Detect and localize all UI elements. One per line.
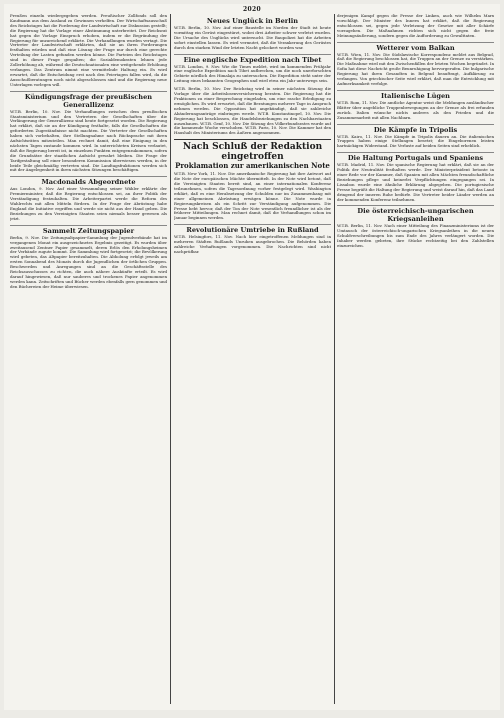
article <box>10 91 167 174</box>
article-text: W.T.B. Kairo, 11. Nov. Die Kämpfe in Tripolis dauern an. Die italienischen Truppen haben einige Stellungen besetzt; die Eingeborenen leisten hartnäckigen Widerstand. Die Verluste auf beiden Seiten sind erheblich. <box>337 133 494 149</box>
article-headline: Die österreichisch-ungarischen Kriegsanleihen <box>337 205 494 223</box>
article <box>174 54 331 85</box>
column-1 <box>10 14 167 706</box>
column-rule <box>170 14 171 704</box>
article <box>337 152 494 202</box>
article <box>174 139 331 221</box>
article-subheadline: Proklamation zur amerikanischen Note <box>175 161 330 171</box>
breaking-headline: Nach Schluß der Redaktion eingetroffen <box>174 139 331 162</box>
article <box>174 87 331 136</box>
article-headline: Wetterer vom Balkan <box>337 42 494 52</box>
article-text: W.T.B. Helsingfors, 11. Nov. Nach hier eingetroffenen Meldungen sind in mehreren Städten Rußlands Unruhen ausgebrochen. Die Behörden haben zahlreiche Verhaftungen vorgenommen. Die Nachrichten sind nicht nachprüfbar. <box>174 234 331 254</box>
article-text: W.T.B. Rom, 11. Nov. Die amtliche Agentur weist die Meldungen ausländischer Blätter über angebliche Truppenbewegungen an der Grenze als frei erfunden zurück. Italien wünsche nichts anderes als den Frieden und die Zusammenarbeit mit allen Nachbarn. <box>337 99 494 120</box>
newspaper-page <box>4 4 500 710</box>
article <box>174 16 331 51</box>
article <box>337 205 494 249</box>
article-text: W.T.B. London, 9. Nov. Wie die Times meldet, wird im kommenden Frühjahr eine englische Expedition nach Tibet aufbrechen, um die noch unerforschten Gebiete nördlich des Himalaja zu untersuchen. Die Expedition steht unter der Leitung eines bekannten Geographen und wird etwa ein Jahr unterwegs sein. <box>174 63 331 84</box>
article-headline: Die Kämpfe in Tripolis <box>337 124 494 134</box>
article <box>174 224 331 255</box>
article-headline: Eine englische Expedition nach Tibet <box>174 54 331 64</box>
article <box>337 124 494 150</box>
article <box>337 42 494 87</box>
article-headline: Neues Unglück in Berlin <box>206 17 299 25</box>
article-text: W.T.B. Berlin, 10. Nov. Auf einer Baustelle im Norden der Stadt ist heute vormittag ein Gerüst eingestürzt, wobei drei Arbeiter schwer verletzt wurden. Die Ursache des Unglücks wird untersucht. Die Baupolizei hat die Arbeiten sofort einstellen lassen. Es wird vermutet, daß die Verankerung des Gerüstes durch den starken Wind der letzten Nacht gelockert worden war. <box>174 25 331 50</box>
column-2 <box>174 14 331 706</box>
article-headline: Kündigungsfrage der preußischen Generallizenz <box>10 91 167 109</box>
article-text: W.T.B. Berlin, 10. Nov. Die Verhandlungen zwischen dem preußischen Staatsministerium und den Vertretern der Gesellschaften über die Verlängerung der Generallizenz sind heute fortgesetzt worden. Die Regierung hat erklärt, daß sie an der Kündigung festhalte, falls die Gesellschaften die geforderten Zugeständnisse nicht machten. Die Vertreter der Gesellschaften haben sich vorbehalten, ihre Stellungnahme nach Rücksprache mit ihren Aufsichtsräten mitzuteilen. Man rechnet damit, daß eine Einigung in den nächsten Tagen zustande kommen wird. In unterrichteten Kreisen verlautet, daß die Regierung bereit ist, in einzelnen Punkten entgegenzukommen, sofern die Grundsätze der staatlichen Aufsicht gewahrt bleiben. Die Frage der Tarifgestaltung soll einer besonderen Kommission überwiesen werden, in der beide Teile gleichmäßig vertreten sind. Die Landtagsfraktionen werden sich mit der Angelegenheit in ihren nächsten Sitzungen beschäftigen. <box>10 108 167 173</box>
article-text: Aus London, 9. Nov. Auf einer Versammlung seiner Wähler erklärte der Premierminister, daß die Regierung entschlossen sei, an ihrer Politik der Verständigung festzuhalten. Die Arbeiterpartei werde die Reform des Wahlrechts mit allen Mitteln fördern. In der Frage der Abrüstung habe England die Initiative ergriffen und werde sie nicht aus der Hand geben. Die Beziehungen zu den Vereinigten Staaten seien niemals besser gewesen als jetzt. <box>10 186 167 221</box>
article-text: derjenigen Kampf gegen die Presse der Linken, auch wie Wilhelm Marx vorschlägt. Der Minister des Innern hat erklärt, daß die Regierung entschlossen sei, gegen jede Verletzung der Gesetze mit aller Schärfe vorzugehen. Die Maßnahmen richten sich nicht gegen die freie Meinungsäußerung, sondern gegen die Aufforderung zu Gewalttaten. <box>337 14 494 38</box>
article <box>337 90 494 121</box>
column-rule <box>334 14 335 704</box>
article <box>10 14 167 88</box>
article <box>10 176 167 221</box>
article <box>337 14 494 39</box>
page-number: 2020 <box>243 6 261 13</box>
article-text: W.T.B. New York, 11. Nov. Die amerikanische Regierung hat ihre Antwort auf die Note der europäischen Mächte übermittelt. In der Note wird betont, daß die Vereinigten Staaten bereit sind, an einer internationalen Konferenz teilzunehmen, sofern die Tagesordnung vorher festgelegt wird. Washington erklärt, daß es eine Herabsetzung der Schulden nur im Zusammenhang mit einer allgemeinen Abrüstung erwägen könne. Die Note wurde in Regierungskreisen als ein Schritt zur Verständigung aufgenommen. Die Presse hebt hervor, daß der Ton der Note wesentlich freundlicher ist als der früherer Mitteilungen. Man rechnet damit, daß die Verhandlungen schon im Januar beginnen werden. <box>174 171 331 221</box>
article-headline: Macdonalds Abgeordnete <box>10 176 167 186</box>
article-headline: Sammelt Zeitungspapier <box>10 225 167 235</box>
article-text: W.T.B. Berlin, 10. Nov. Der Reichstag wird in seiner nächsten Sitzung die Vorlage über die Arbeitslosenversicherung beraten. Die Regierung hat die Fraktionen zu einer Besprechung eingeladen, um eine rasche Erledigung zu ermöglichen. Es wird erwartet, daß die Beratungen mehrere Tage in Anspruch nehmen werden. Die Opposition hat angekündigt, daß sie zahlreiche Abänderungsanträge einbringen werde. W.T.B. Konstantinopel, 10. Nov. Die Regierung hat beschlossen, die Handelsbeziehungen zu den Nachbarstaaten auszubauen. W.T.B. Genf, 10. Nov. Die Sitzung des Völkerbundsrates wurde auf die kommende Woche verschoben. W.T.B. Paris, 10. Nov. Die Kammer hat den Haushalt des Ministeriums des Äußern angenommen. <box>174 86 331 136</box>
article <box>10 225 167 290</box>
article-text: W.T.B. Madrid, 11. Nov. Die spanische Regierung hat erklärt, daß sie an der Politik der Neutralität festhalten werde. Der Ministerpräsident betonte in einer Rede vor der Kammer, daß Spanien mit allen Mächten freundschaftliche Beziehungen pflege und keinerlei Verpflichtungen eingegangen sei. In Lissabon wurde eine ähnliche Erklärung abgegeben. Die portugiesische Presse begrüßt die Haltung der Regierung und weist darauf hin, daß das Land dringend der inneren Ruhe bedürfe. Die Vertreter beider Länder werden an der kommenden Konferenz teilnehmen. <box>337 162 494 202</box>
article-text: Berlin, 9. Nov. Die Zeitungsaltpapier-Sammlung der Jugendverbände hat im vergangenen Monat ein ausgezeichnetes Ergebnis gezeitigt. Es wurden über zweitausend Zentner Papier gesammelt, deren Erlös den Erholungsheimen der Verbände zugute kommt. Die Sammlung wird fortgesetzt; die Bevölkerung wird gebeten, das Altpapier bereitzuhalten. Die Abholung erfolgt jeweils am ersten Sonnabend des Monats durch die Jugendlichen der örtlichen Gruppen. Beschwerden und Anregungen sind an die Geschäftsstelle des Reichsausschusses zu richten, die auch nähere Auskünfte erteilt. Es wird darauf hingewiesen, daß nur sauberes und trockenes Papier angenommen werden kann. Zeitschriften und Bücher werden ebenfalls gern genommen und den Büchereien der Heime überwiesen. <box>10 234 167 289</box>
article-headline: Die Haltung Portugals und Spaniens <box>337 152 494 162</box>
article-text: W.T.B. Berlin, 11. Nov. Nach einer Mitteilung des Finanzministeriums ist der Umtausch der österreichisch-ungarischen Kriegsanleihen in die neuen Schuldverschreibungen bis zum Ende des Jahres verlängert worden. Die Inhaber werden gebeten, ihre Stücke rechtzeitig bei den Zahlstellen einzureichen. <box>337 223 494 249</box>
article-headline: Italienische Lügen <box>337 90 494 100</box>
article-headline: Revolutionäre Umtriebe in Rußland <box>174 224 331 234</box>
column-3 <box>337 14 494 706</box>
article-text: W.T.B. Wien, 11. Nov. Die Südslawische Korrespondenz meldet aus Belgrad, daß die Regierung beschlossen hat, die Truppen an der Grenze zu verstärken. Die Maßnahme wird mit den Zwischenfällen der letzten Wochen begründet. In Sofia hat diese Nachricht große Beunruhigung hervorgerufen. Die bulgarische Regierung hat ihren Gesandten in Belgrad beauftragt, Aufklärung zu verlangen. Von griechischer Seite wird erklärt, daß man die Entwicklung mit Aufmerksamkeit verfolge. <box>337 51 494 86</box>
article-text: Preußen einzeln wiedergegeben werden. Preußischer Zollfonds soll den Kaufmann aus dem Ausland zu Gewinnen verhelfen. Der Wirtschaftsausschuß des Reichstages hat die Forderung der Landwirtschaft zur Diskussion gestellt; die Regierung hat die Vorlage einer Abstimmung unterbreitet. Der Reichsrat hat gegen die Vorlage Einspruch erhoben, indem er die Begründung der Regierung für unzureichend erklärte. Die Verhandlungen wurden vertagt. Die Vertreter der Landwirtschaft erklärten, daß sie an ihren Forderungen festhalten würden und daß eine Lösung der Frage nur durch eine gerechte Verteilung der Lasten gefunden werden könne. Die Parteien des Reichstages sind in dieser Frage gespalten; die Sozialdemokraten lehnen jede Zollerhöhung ab, während die Deutschnationalen eine weitgehende Erhöhung verlangen. Das Zentrum nimmt eine vermittelnde Haltung ein. Es wird erwartet, daß die Entscheidung erst nach den Feiertagen fallen wird, da die Ausschußberatungen noch nicht abgeschlossen sind und die Regierung neue Unterlagen vorlegen will. <box>10 14 167 87</box>
